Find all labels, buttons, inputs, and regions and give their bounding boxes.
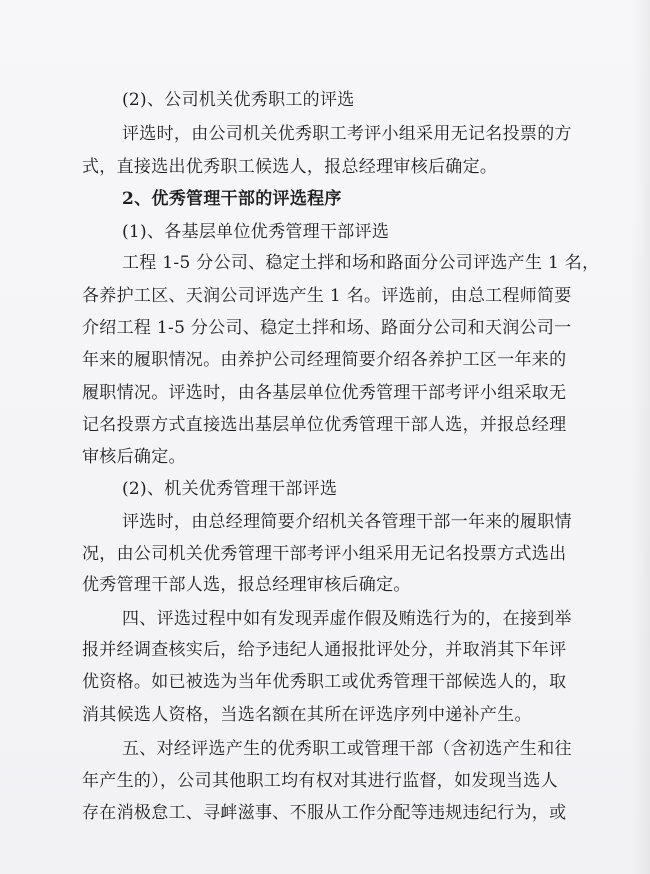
subheading-office-managers: (2)、机关优秀管理干部评选	[122, 479, 338, 499]
paragraph-line: 优秀管理干部人选，报总经理审核后确定。	[82, 575, 411, 595]
paragraph-line: 评选时，由公司机关优秀职工考评小组采用无记名投票的方	[122, 124, 572, 144]
paragraph-line: 评选时，由总经理简要介绍机关各管理干部一年来的履职情	[122, 512, 572, 532]
paragraph-line: 审核后确定。	[82, 447, 186, 467]
paragraph-line: 履职情况。评选时，由各基层单位优秀管理干部考评小组采取无	[82, 383, 567, 403]
paragraph-line: 记名投票方式直接选出基层单位优秀管理干部人选，并报总经理	[82, 415, 567, 435]
paragraph-line: 存在消极怠工、寻衅滋事、不服从工作分配等违规违纪行为，或	[82, 803, 567, 823]
paragraph-line: 式，直接选出优秀职工候选人，报总经理审核后确定。	[82, 157, 498, 177]
subheading-base-unit-managers: (1)、各基层单位优秀管理干部评选	[122, 222, 390, 242]
heading-office-staff-selection: (2)、公司机关优秀职工的评选	[122, 90, 355, 110]
paragraph-line: 况，由公司机关优秀管理干部考评小组采用无记名投票方式选出	[82, 544, 567, 564]
paragraph-line: 年产生的），公司其他职工均有权对其进行监督，如发现当选人	[82, 771, 558, 791]
paragraph-line: 各养护工区、天润公司评选产生 1 名。评选前，由总工程师简要	[82, 286, 572, 306]
page-edge-shadow	[632, 0, 650, 874]
paragraph-line: 五、对经评选产生的优秀职工或管理干部（含初选产生和往	[122, 739, 572, 759]
section-heading-manager-selection: 2、优秀管理干部的评选程序	[122, 189, 342, 209]
paragraph-line: 四、评选过程中如有发现弄虚作假及贿选行为的，在接到举	[122, 609, 572, 629]
paragraph-line: 消其候选人资格，当选名额在其所在评选序列中递补产生。	[82, 705, 532, 725]
paragraph-line: 年来的履职情况。由养护公司经理简要介绍各养护工区一年来的	[82, 350, 567, 370]
paragraph-line: 报并经调查核实后，给予违纪人通报批评处分，并取消其下年评	[82, 640, 567, 660]
paragraph-line: 优资格。如已被选为当年优秀职工或优秀管理干部候选人的，取	[82, 672, 567, 692]
paragraph-line: 介绍工程 1-5 分公司、稳定土拌和场、路面分公司和天润公司一	[82, 318, 572, 338]
paragraph-line: 工程 1-5 分公司、稳定土拌和场和路面分公司评选产生 1 名，	[122, 253, 600, 273]
